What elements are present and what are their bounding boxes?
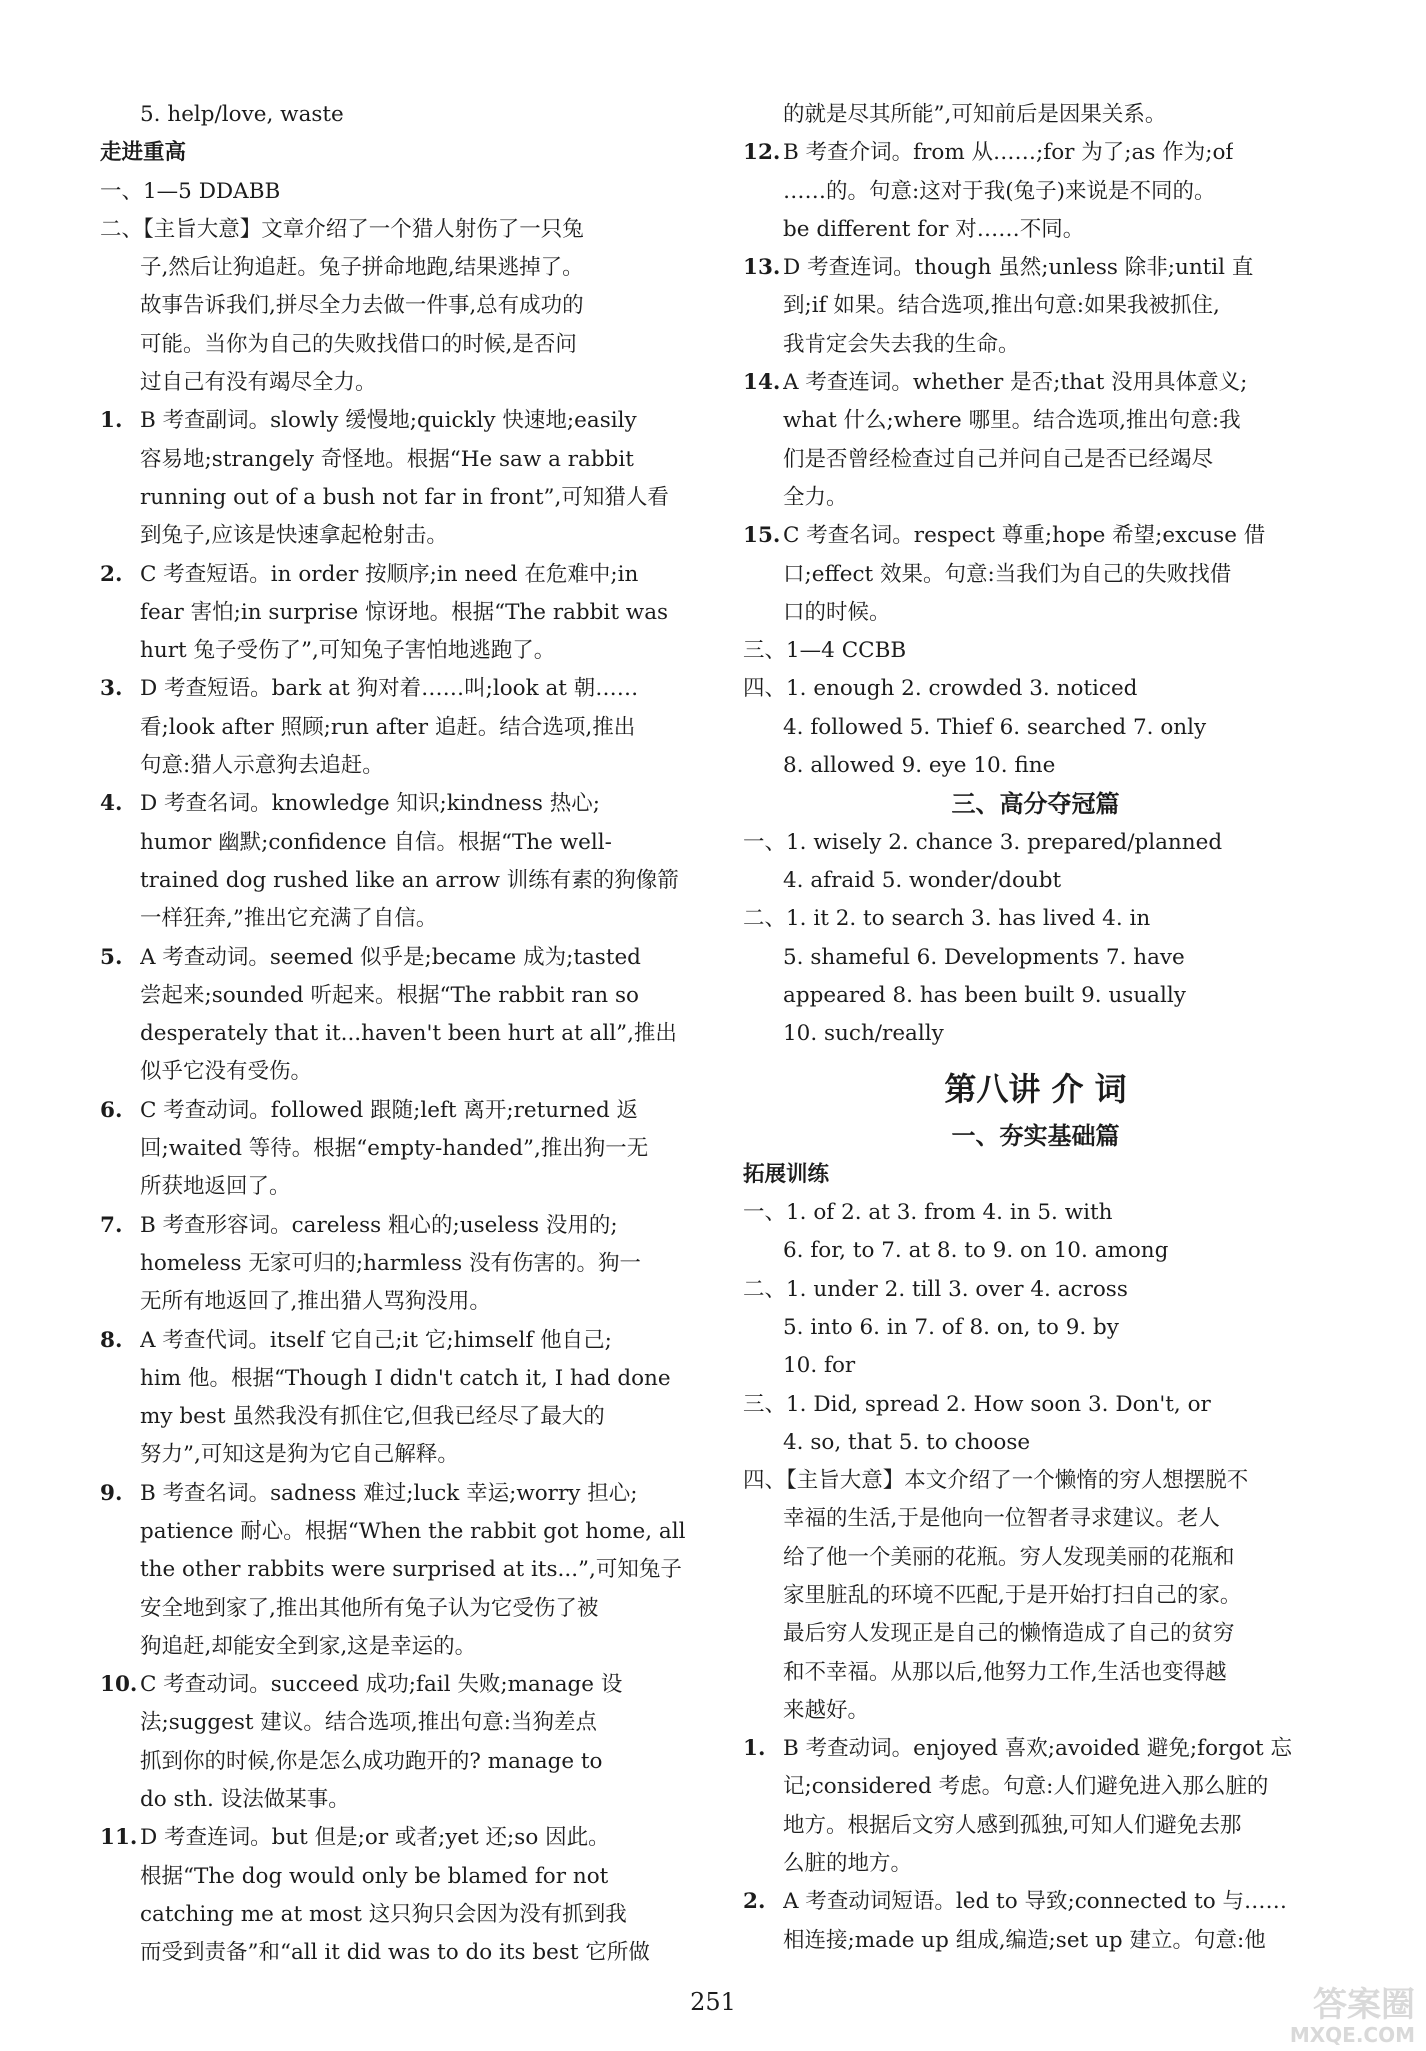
continuation-line: 努力”,可知这是狗为它自己解释。 <box>140 1442 459 1468</box>
continuation-line: 最后穷人发现正是自己的懒惰造成了自己的贫穷 <box>783 1621 1235 1647</box>
continuation-line: 口;effect 效果。句意:当我们为自己的失败找借 <box>783 561 1232 587</box>
continuation-line: 到;if 如果。结合选项,推出句意:如果我被抓住, <box>783 293 1220 319</box>
continuation-line: homeless 无家可归的;harmless 没有伤害的。狗一 <box>140 1250 641 1276</box>
left-column <box>100 96 685 1973</box>
continuation-line: 容易地;strangely 奇怪地。根据“He saw a rabbit <box>140 446 634 472</box>
spacer <box>743 1053 1328 1061</box>
page-number: 251 <box>690 1988 736 2016</box>
continuation-line: 10. such/really <box>783 1021 944 1047</box>
answer-item <box>743 1730 1328 1768</box>
continuation-line: 无所有地返回了,推出猎人骂狗没用。 <box>140 1289 491 1315</box>
item-number: 3. <box>100 676 123 702</box>
continuation-line: humor 幽默;confidence 自信。根据“The well- <box>140 829 612 855</box>
answer-item <box>100 402 685 440</box>
continuation-line: 5. into 6. in 7. of 8. on, to 9. by <box>783 1314 1119 1340</box>
continuation-line: 4. followed 5. Thief 6. searched 7. only <box>783 714 1207 740</box>
item-text: A 考查动词短语。led to 导致;connected to 与…… <box>783 1889 1288 1915</box>
item-text: C 考查短语。in order 按顺序;in need 在危难中;in <box>140 561 639 587</box>
answer-item <box>743 517 1328 555</box>
continuation-line: 口的时候。 <box>783 599 891 625</box>
continuation-line: 10. for <box>783 1353 856 1379</box>
answer-item <box>100 1475 685 1513</box>
item-number: 7. <box>100 1212 123 1238</box>
text-line: 四、【主旨大意】本文介绍了一个懒惰的穷人想摆脱不 <box>743 1468 1249 1494</box>
continuation-line: 回;waited 等待。根据“empty-handed”,推出狗一无 <box>140 1136 649 1162</box>
text-line: 一、1. wisely 2. chance 3. prepared/planned <box>743 829 1223 855</box>
right-column <box>743 96 1328 1960</box>
continuation-line: 记;considered 考虑。句意:人们避免进入那么脏的 <box>783 1774 1269 1800</box>
continuation-line: 看;look after 照顾;run after 追赶。结合选项,推出 <box>140 714 636 740</box>
continuation-line: 家里脏乱的环境不匹配,于是开始打扫自己的家。 <box>783 1582 1242 1608</box>
answer-item <box>100 1092 685 1130</box>
continuation-line: 句意:猎人示意狗去追赶。 <box>140 753 384 779</box>
continuation-line: trained dog rushed like an arrow 训练有素的狗像箭 <box>140 867 679 893</box>
continuation-line: catching me at most 这只狗只会因为没有抓到我 <box>140 1901 627 1927</box>
continuation-line: 安全地到家了,推出其他所有兔子认为它受伤了被 <box>140 1595 599 1621</box>
continuation-line: be different for 对……不同。 <box>783 216 1085 242</box>
continuation-line: 们是否曾经检查过自己并问自己是否已经竭尽 <box>783 446 1214 472</box>
continuation-line: the other rabbits were surprised at its...”,可知兔子 <box>140 1557 682 1583</box>
text-line: 二、【主旨大意】文章介绍了一个猎人射伤了一只兔 <box>100 216 584 242</box>
text-line: 二、1. it 2. to search 3. has lived 4. in <box>743 906 1151 932</box>
continuation-line: my best 虽然我没有抓住它,但我已经尽了最大的 <box>140 1404 605 1430</box>
continuation-line: 么脏的地方。 <box>783 1851 913 1877</box>
continuation-line: 狗追赶,却能安全到家,这是幸运的。 <box>140 1633 477 1659</box>
item-text: B 考查副词。slowly 缓慢地;quickly 快速地;easily <box>140 408 637 434</box>
item-number: 1. <box>743 1736 766 1762</box>
answer-item <box>100 1819 685 1857</box>
item-number: 5. <box>100 944 123 970</box>
continuation-line: him 他。根据“Though I didn't catch it, I had done <box>140 1365 671 1391</box>
item-text: D 考查短语。bark at 狗对着……叫;look at 朝…… <box>140 676 639 702</box>
item-text: B 考查介词。from 从……;for 为了;as 作为;of <box>783 140 1234 166</box>
continuation-line: 相连接;made up 组成,编造;set up 建立。句意:他 <box>783 1927 1266 1953</box>
item-number: 8. <box>100 1327 123 1353</box>
continuation-line: 尝起来;sounded 听起来。根据“The rabbit ran so <box>140 982 639 1008</box>
item-text: D 考查连词。but 但是;or 或者;yet 还;so 因此。 <box>140 1825 610 1851</box>
section-heading: 拓展训练 <box>743 1161 830 1187</box>
continuation-line: 和不幸福。从那以后,他努力工作,生活也变得越 <box>783 1659 1227 1685</box>
continuation-line: fear 害怕;in surprise 惊讶地。根据“The rabbit was <box>140 599 669 625</box>
continuation-line: 来越好。 <box>783 1697 870 1723</box>
continuation-line: 全力。 <box>783 484 848 510</box>
continuation-line: hurt 兔子受伤了”,可知兔子害怕地逃跑了。 <box>140 638 556 664</box>
continuation-line: 的就是尽其所能”,可知前后是因果关系。 <box>783 102 1167 127</box>
continuation-line: 法;suggest 建议。结合选项,推出句意:当狗差点 <box>140 1710 597 1736</box>
continuation-line: 幸福的生活,于是他向一位智者寻求建议。老人 <box>783 1506 1220 1532</box>
continuation-line: 故事告诉我们,拼尽全力去做一件事,总有成功的 <box>140 293 584 319</box>
item-text: A 考查代词。itself 它自己;it 它;himself 他自己; <box>140 1327 612 1353</box>
watermark-main: 答案圈 <box>1313 1985 1415 2025</box>
continuation-line: running out of a bush not far in front”,可知猎人看 <box>140 484 669 510</box>
text-line: 三、1. Did, spread 2. How soon 3. Don't, or <box>743 1391 1211 1417</box>
watermark-sub: MXQE.COM <box>1289 2023 1415 2047</box>
continuation-line: 6. for, to 7. at 8. to 9. on 10. among <box>783 1238 1169 1264</box>
item-number: 9. <box>100 1480 123 1506</box>
section-title: 一、夯实基础篇 <box>951 1122 1120 1151</box>
answer-item <box>743 134 1328 172</box>
item-number: 1. <box>100 408 123 434</box>
text-line: 一、1—5 DDABB <box>100 178 281 204</box>
continuation-line: 4. so, that 5. to choose <box>783 1429 1031 1455</box>
item-text: C 考查动词。followed 跟随;left 离开;returned 返 <box>140 1097 639 1123</box>
item-text: B 考查名词。sadness 难过;luck 幸运;worry 担心; <box>140 1480 638 1506</box>
item-text: D 考查名词。knowledge 知识;kindness 热心; <box>140 791 600 817</box>
item-number: 6. <box>100 1097 123 1123</box>
continuation-line: do sth. 设法做某事。 <box>140 1787 350 1813</box>
item-number: 14. <box>743 370 781 396</box>
answer-item <box>100 1666 685 1704</box>
continuation-line: 所获地返回了。 <box>140 1174 291 1200</box>
item-number: 2. <box>100 561 123 587</box>
continuation-line: 过自己有没有竭尽全力。 <box>140 370 377 396</box>
item-number: 10. <box>100 1672 138 1698</box>
continuation-line: 一样狂奔,”推出它充满了自信。 <box>140 906 438 932</box>
text-line: 三、1—4 CCBB <box>743 638 907 664</box>
answer-item <box>100 785 685 823</box>
text-line: 一、1. of 2. at 3. from 4. in 5. with <box>743 1200 1113 1226</box>
continuation-line: appeared 8. has been built 9. usually <box>783 982 1186 1008</box>
continuation-line: patience 耐心。根据“When the rabbit got home, all <box>140 1518 685 1544</box>
item-number: 4. <box>100 791 123 817</box>
item-text: C 考查动词。succeed 成功;fail 失败;manage 设 <box>140 1672 623 1698</box>
item-text: B 考查动词。enjoyed 喜欢;avoided 避免;forgot 忘 <box>783 1736 1292 1762</box>
answer-item <box>100 1322 685 1360</box>
continuation-line: 似乎它没有受伤。 <box>140 1059 313 1085</box>
answer-item <box>100 556 685 594</box>
continuation-line: 我肯定会失去我的生命。 <box>783 331 1020 357</box>
item-number: 13. <box>743 255 781 281</box>
answer-item <box>743 249 1328 287</box>
item-number: 15. <box>743 523 781 549</box>
continuation-line: 子,然后让狗追赶。兔子拼命地跑,结果逃掉了。 <box>140 255 584 281</box>
item-number: 12. <box>743 140 781 166</box>
item-text: A 考查连词。whether 是否;that 没用具体意义; <box>783 370 1248 396</box>
continuation-line: ……的。句意:这对于我(兔子)来说是不同的。 <box>783 178 1216 204</box>
continuation-line: 5. help/love, waste <box>140 102 344 127</box>
item-text: D 考查连词。though 虽然;unless 除非;until 直 <box>783 255 1254 281</box>
item-number: 2. <box>743 1889 766 1915</box>
answer-item <box>100 670 685 708</box>
watermark-logo <box>1225 1985 1415 2047</box>
answer-item <box>100 1207 685 1245</box>
item-text: C 考查名词。respect 尊重;hope 希望;excuse 借 <box>783 523 1266 549</box>
text-line: 二、1. under 2. till 3. over 4. across <box>743 1276 1128 1302</box>
continuation-line: 地方。根据后文穷人感到孤独,可知人们避免去那 <box>783 1812 1242 1838</box>
continuation-line: what 什么;where 哪里。结合选项,推出句意:我 <box>783 408 1241 434</box>
answer-item <box>743 364 1328 402</box>
continuation-line: 抓到你的时候,你是怎么成功跑开的? manage to <box>140 1748 603 1774</box>
continuation-line: 4. afraid 5. wonder/doubt <box>783 867 1062 893</box>
continuation-line: desperately that it...haven't been hurt at all”,推出 <box>140 1021 677 1047</box>
continuation-line: 8. allowed 9. eye 10. fine <box>783 753 1056 779</box>
continuation-line: 5. shameful 6. Developments 7. have <box>783 944 1185 970</box>
lecture-title: 第八讲 介 词 <box>944 1070 1127 1109</box>
item-text: A 考查动词。seemed 似乎是;became 成为;tasted <box>140 944 641 970</box>
text-line: 四、1. enough 2. crowded 3. noticed <box>743 676 1138 702</box>
section-heading: 走进重高 <box>100 140 187 166</box>
answer-item <box>743 1883 1328 1921</box>
continuation-line: 到兔子,应该是快速拿起枪射击。 <box>140 523 448 549</box>
continuation-line: 而受到责备”和“all it did was to do its best 它所做 <box>140 1940 650 1966</box>
continuation-line: 可能。当你为自己的失败找借口的时候,是否问 <box>140 331 577 357</box>
section-title: 三、高分夺冠篇 <box>951 790 1120 819</box>
continuation-line: 根据“The dog would only be blamed for not <box>140 1863 609 1889</box>
answer-item <box>100 939 685 977</box>
item-text: B 考查形容词。careless 粗心的;useless 没用的; <box>140 1212 618 1238</box>
continuation-line: 给了他一个美丽的花瓶。穷人发现美丽的花瓶和 <box>783 1544 1235 1570</box>
item-number: 11. <box>100 1825 138 1851</box>
